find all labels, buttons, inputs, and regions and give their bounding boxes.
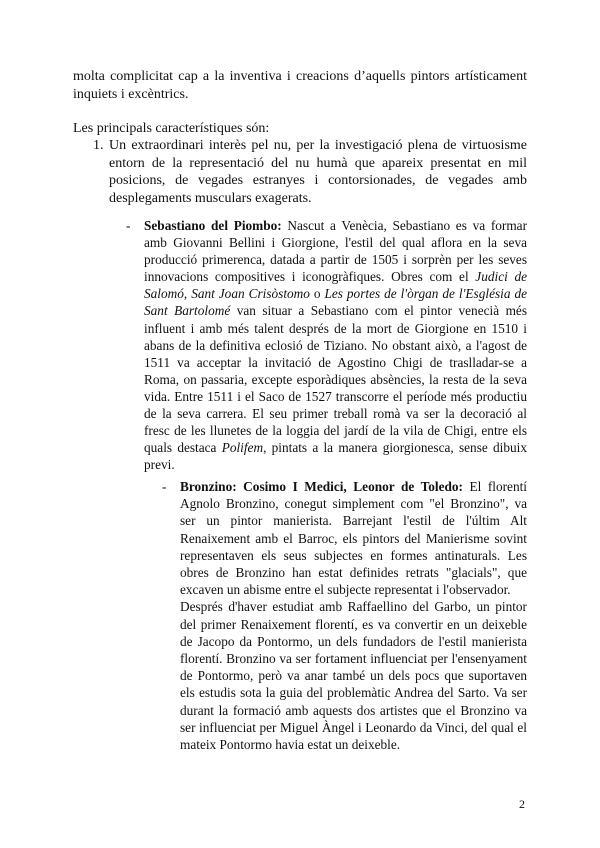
bronzino-body bbox=[180, 478, 527, 753]
sebastiano-text-2: van situar a Sebastiano com el pintor venecià més influent i amb més talent després de la mort de Giorgione en 1510 i abans de la definitiva eclosió de Tiziano. No obstant això, a l'agost de 1511 va acceptar la invitació de Agostino Chigi de traslladar-se a Roma, on passaria, excepte esporàdiques absències, la resta de la seva vida. Entre 1511 i el Saco de 1527 transcorre el període més productiu de la seva carrera. El seu primer treball romà va ser la decoració al fresc de les llunetes de la loggia del jardí de la vila de Chigi, entre els quals destaca bbox=[144, 303, 527, 456]
work-judici-salomo: Judici de Salomó bbox=[144, 269, 527, 302]
separator: , bbox=[183, 286, 192, 302]
sebastiano-text-3: , pintats a la manera giorgionesca, sense dibuix previ. bbox=[144, 440, 528, 473]
intro-paragraph: molta complicitat cap a la inventiva i creacions d’aquells pintors artísticament inquiets i excèntrics. bbox=[73, 69, 527, 102]
numbered-item-text: Un extraordinari interès pel nu, per la investigació plena de virtuosisme entorn de la representació del nu humà que apareix presentat en mil posicions, de vegades estranyes i contorsionades, de vegades amb desplegaments musculars exagerats. bbox=[109, 138, 527, 206]
bronzino-name: Bronzino: Cosimo I Medici, Leonor de Toledo: bbox=[180, 479, 463, 494]
work-polifem: Polifem bbox=[221, 440, 264, 456]
bullet-marker: - bbox=[162, 479, 167, 494]
bronzino-paragraph-2: Després d'haver estudiat amb Raffaellino del Garbo, un pintor del primer Renaixement florentí, es va convertir en un deixeble de Jacopo da Pontormo, un dels fundadors de l'estil manierista florentí. Bronzino va ser fortament influenciat per l'ensenyament de Pontormo, però va anar també un dels pocs que suportaven els estudis sota la guia del problemàtic Andrea del Sarto. Va ser durant la formació amb aquests dos artistes que el Bronzino va ser influenciat per Miguel Àngel i Leonardo da Vinci, del qual el mateix Pontormo havia estat un deixeble. bbox=[180, 599, 527, 753]
sebastiano-text-1: Nascut a Venècia, Sebastiano es va formar amb Giovanni Bellini i Giorgione, l'estil del qual aflora en la seva producció primerenca, datada a partir de 1505 i sorprèn per les seves innovacions compositives i iconogràfiques. Obres com el bbox=[144, 218, 528, 285]
characteristics-lead: Les principals característiques són: bbox=[73, 121, 270, 136]
sebastiano-paragraph bbox=[144, 217, 527, 473]
bronzino-text-1: El florentí Agnolo Bronzino, conegut simplement com "el Bronzino", va ser un pintor manierista. Barrejant l'estil de l'últim Alt Renaixement amb el Barroc, els pintors del Manierisme sovint representaven els seus subjectes en formes antinaturals. Les obres de Bronzino han estat definides retrats "glacials", que excaven un abisme entre el subjecte representat i l'observador. bbox=[180, 479, 527, 598]
list-number: 1. bbox=[93, 138, 104, 153]
work-portes-organ: Les portes de l'òrgan de l'Església de Sant Bartolomé bbox=[144, 286, 527, 319]
bronzino-paragraph-1 bbox=[180, 478, 527, 598]
numbered-item-1 bbox=[93, 137, 527, 207]
work-sant-joan: Sant Joan Crisòstomo bbox=[191, 286, 310, 302]
sebastiano-name: Sebastiano del Piombo: bbox=[144, 218, 282, 233]
bullet-sebastiano bbox=[126, 217, 527, 473]
separator: o bbox=[309, 286, 325, 302]
bullet-bronzino bbox=[162, 478, 527, 753]
bullet-marker: - bbox=[126, 218, 131, 233]
page-number: 2 bbox=[519, 797, 525, 811]
